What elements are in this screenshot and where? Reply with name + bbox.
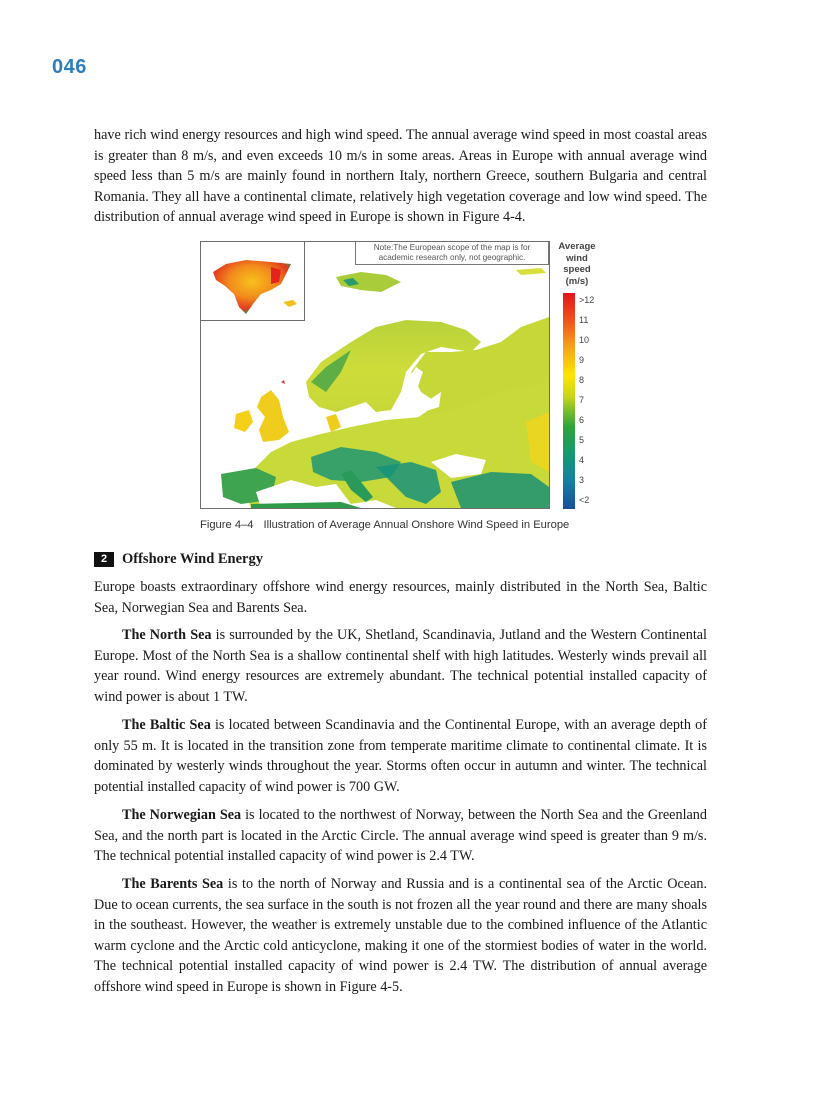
sea-description: is located to the northwest of Norway, between the North Sea and the Greenland Sea, and the north part is located in the Arctic Circle. The annual average wind speed is greater than 9 m/s. The technical potential installed capacity of wind power is 2.4 TW. xyxy=(94,807,707,865)
section-heading xyxy=(94,551,263,568)
sea-description: is located between Scandinavia and the Continental Europe, with an average depth of only 55 m. It is located in the transition zone from temperate maritime climate to continental climate. It is dominated by westerly winds throughout the year. Storms often occur in autumn and winter. The technical potential installed capacity of wind power is 700 GW. xyxy=(94,717,707,795)
sea-name: The North Sea xyxy=(122,627,212,643)
page-number: 046 xyxy=(52,56,87,78)
legend-label: >12 xyxy=(579,295,595,305)
legend-labels xyxy=(579,293,609,509)
ireland xyxy=(234,410,253,432)
sea-name: The Norwegian Sea xyxy=(122,807,242,823)
legend-label: 4 xyxy=(579,455,585,465)
figure-caption-number: Figure 4–4 xyxy=(200,519,254,531)
legend-label: <2 xyxy=(579,495,590,505)
legend-color-bar xyxy=(563,293,575,509)
legend-label: 10 xyxy=(579,335,590,345)
denmark xyxy=(326,414,341,432)
greenland-inset xyxy=(201,242,305,321)
norwegian-sea-paragraph xyxy=(94,805,707,867)
sea-description: is to the north of Norway and Russia and is a continental sea of the Arctic Ocean. Due to ocean currents, the sea surface in the south is not frozen all the year round and there are many shoals in the southeast. However, the weather is extremely unstable due to the combined influence of the Atlantic warm cyclone and the Arctic cold anticyclone, making it one of the stormiest bodies of water in the world. The technical potential installed capacity of wind power is 2.4 TW. The distribution of annual average offshore wind speed in Europe is shown in Figure 4-5. xyxy=(94,876,708,995)
legend-title: Average wind speed (m/s) xyxy=(558,241,596,287)
legend-label: 5 xyxy=(579,435,585,445)
legend-label: 7 xyxy=(579,395,585,405)
sea-name: The Barents Sea xyxy=(122,876,224,892)
greenland-landmass xyxy=(213,260,291,314)
baltic-sea-paragraph xyxy=(94,715,707,797)
section-number-badge: 2 xyxy=(94,552,114,567)
offshore-intro-paragraph: Europe boasts extraordinary offshore wind energy resources, mainly distributed in the North Sea, Baltic Sea, Norwegian Sea and Barents Sea. xyxy=(94,579,707,616)
figure-wind-speed-map xyxy=(200,241,600,509)
sea-name: The Baltic Sea xyxy=(122,717,211,733)
barents-sea-paragraph xyxy=(94,874,707,998)
legend-label: 9 xyxy=(579,355,585,365)
great-britain xyxy=(257,390,289,442)
legend-label: 3 xyxy=(579,475,585,485)
section-title: Offshore Wind Energy xyxy=(122,551,263,567)
greenland-map xyxy=(201,242,304,320)
europe-map xyxy=(200,241,550,509)
sea-description: is surrounded by the UK, Shetland, Scandinavia, Jutland and the Western Continental Europe. Most of the North Sea is a shallow continental shelf with high latitudes. Westerly winds prevail all year round. Wind energy resources are extremely abundant. The technical potential installed capacity of wind power is about 1 TW. xyxy=(94,627,708,705)
franz-josef-land xyxy=(516,268,546,275)
map-disclaimer-note: Note:The European scope of the map is for academic research only, not geographic. xyxy=(355,242,549,265)
legend-label: 11 xyxy=(579,315,589,325)
iceland-inset xyxy=(283,300,297,307)
legend-label: 8 xyxy=(579,375,585,385)
figure-caption xyxy=(200,519,569,531)
legend-label: 6 xyxy=(579,415,585,425)
north-sea-paragraph xyxy=(94,625,707,707)
shetland xyxy=(281,380,285,384)
figure-caption-text: Illustration of Average Annual Onshore Wind Speed in Europe xyxy=(263,519,570,531)
intro-paragraph: have rich wind energy resources and high wind speed. The annual average wind speed in most coastal areas is greater than 8 m/s, and even exceeds 10 m/s in some areas. Areas in Europe with annual average wind speed less than 5 m/s are mainly found in northern Italy, northern Greece, southern Bulgaria and central Romania. They all have a continental climate, relatively high vegetation coverage and low wind speed. The distribution of annual average wind speed in Europe is shown in Figure 4-4. xyxy=(94,127,707,226)
